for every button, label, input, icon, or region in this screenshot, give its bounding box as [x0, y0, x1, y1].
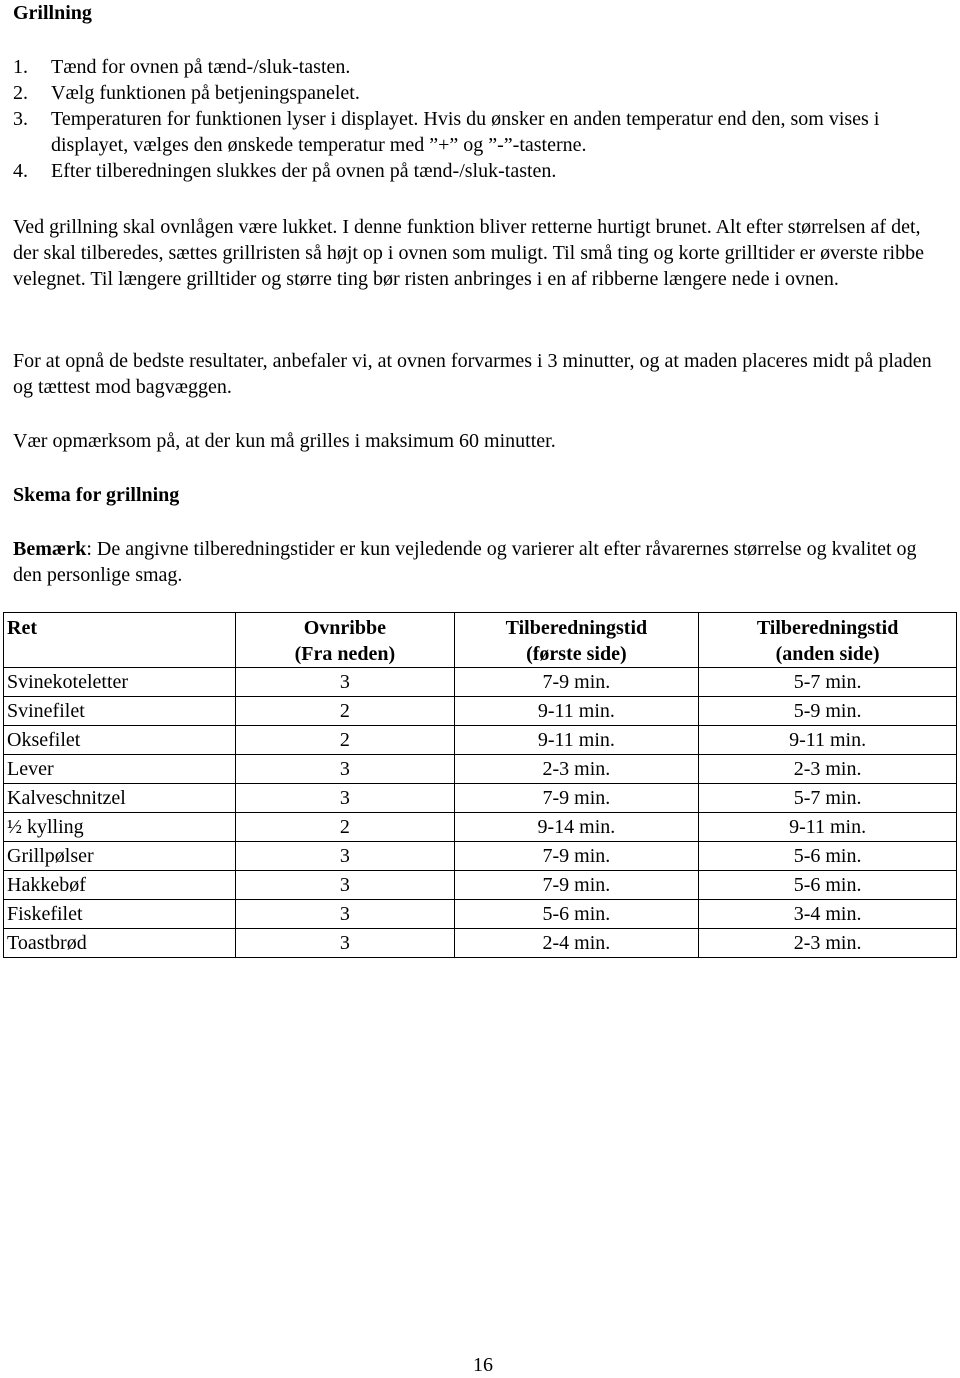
table-row: [4, 871, 957, 900]
max-time-paragraph: Vær opmærksom på, at der kun må grilles i maksimum 60 minutter.: [13, 430, 556, 452]
table-row: [4, 784, 957, 813]
time-first-cell: 9-14 min.: [454, 813, 699, 842]
header-cell-time-second: Tilberedningstid (anden side): [699, 613, 957, 668]
schema-heading: Skema for grillning: [13, 484, 180, 506]
rack-cell: 3: [236, 871, 454, 900]
time-first-cell: 7-9 min.: [454, 784, 699, 813]
dish-cell: Hakkebøf: [4, 871, 236, 900]
step-item: [13, 106, 951, 158]
dish-cell: Lever: [4, 755, 236, 784]
step-text: Tænd for ovnen på tænd-/sluk-tasten.: [51, 56, 351, 78]
step-item: [13, 54, 951, 80]
steps-list: [13, 54, 951, 184]
table-row: [4, 668, 957, 697]
time-first-cell: 7-9 min.: [454, 668, 699, 697]
page-number: 16: [473, 1354, 493, 1376]
step-text: Efter tilberedningen slukkes der på ovnen på tænd-/sluk-tasten.: [51, 160, 557, 182]
step-item: [13, 158, 951, 184]
dish-cell: Fiskefilet: [4, 900, 236, 929]
step-item: [13, 80, 951, 106]
time-first-cell: 9-11 min.: [454, 697, 699, 726]
dish-cell: Svinekoteletter: [4, 668, 236, 697]
rack-cell: 3: [236, 929, 454, 958]
dish-cell: ½ kylling: [4, 813, 236, 842]
time-first-cell: 9-11 min.: [454, 726, 699, 755]
dish-cell: Grillpølser: [4, 842, 236, 871]
note-paragraph: [13, 536, 948, 588]
step-text: Temperaturen for funktionen lyser i displayet. Hvis du ønsker en anden temperatur end den, som vises i displayet, vælges den ønskede temperatur med ”+” og ”-”-tasterne.: [51, 108, 880, 156]
time-second-cell: 5-7 min.: [699, 668, 957, 697]
table-row: [4, 726, 957, 755]
grill-table: [3, 612, 957, 958]
header-cell-time-first: Tilberedningstid (første side): [454, 613, 699, 668]
rack-cell: 3: [236, 900, 454, 929]
step-text: Vælg funktionen på betjeningspanelet.: [51, 82, 360, 104]
dish-cell: Svinefilet: [4, 697, 236, 726]
table-row: [4, 813, 957, 842]
time-second-cell: 5-9 min.: [699, 697, 957, 726]
table-header-row: [4, 613, 957, 668]
time-first-cell: 2-3 min.: [454, 755, 699, 784]
table-row: [4, 929, 957, 958]
time-first-cell: 7-9 min.: [454, 871, 699, 900]
step-number: 4.: [13, 160, 28, 182]
rack-cell: 3: [236, 842, 454, 871]
rack-cell: 3: [236, 668, 454, 697]
rack-cell: 2: [236, 726, 454, 755]
page-title: Grillning: [13, 2, 92, 24]
header-cell-dish: Ret: [4, 613, 236, 668]
dish-cell: Oksefilet: [4, 726, 236, 755]
time-second-cell: 2-3 min.: [699, 929, 957, 958]
time-first-cell: 2-4 min.: [454, 929, 699, 958]
table-row: [4, 755, 957, 784]
time-second-cell: 5-6 min.: [699, 842, 957, 871]
table-row: [4, 697, 957, 726]
rack-cell: 3: [236, 755, 454, 784]
rack-cell: 3: [236, 784, 454, 813]
dish-cell: Toastbrød: [4, 929, 236, 958]
time-second-cell: 5-6 min.: [699, 871, 957, 900]
note-label: Bemærk: [13, 538, 87, 560]
time-second-cell: 9-11 min.: [699, 813, 957, 842]
time-first-cell: 7-9 min.: [454, 842, 699, 871]
table-row: [4, 900, 957, 929]
header-cell-rack: Ovnribbe (Fra neden): [236, 613, 454, 668]
step-number: 1.: [13, 56, 28, 78]
time-second-cell: 9-11 min.: [699, 726, 957, 755]
time-second-cell: 2-3 min.: [699, 755, 957, 784]
rack-cell: 2: [236, 697, 454, 726]
step-number: 2.: [13, 82, 28, 104]
table-row: [4, 842, 957, 871]
time-second-cell: 5-7 min.: [699, 784, 957, 813]
dish-cell: Kalveschnitzel: [4, 784, 236, 813]
step-number: 3.: [13, 108, 28, 130]
results-paragraph: For at opnå de bedste resultater, anbefaler vi, at ovnen forvarmes i 3 minutter, og at maden placeres midt på pladen og tættest mod bagvæggen.: [13, 350, 932, 398]
grilling-paragraph: Ved grillning skal ovnlågen være lukket. I denne funktion bliver retterne hurtigt brunet. Alt efter størrelsen af det, der skal tilberedes, sættes grillristen så højt op i ovnen som muligt. Til små ting og korte grilltider er øverste ribbe velegnet. Til længere grilltider og større ting bør risten anbringes i en af ribberne længere nede i ovnen.: [13, 216, 924, 290]
time-first-cell: 5-6 min.: [454, 900, 699, 929]
note-text: : De angivne tilberedningstider er kun vejledende og varierer alt efter råvarernes størrelse og kvalitet og den personlige smag.: [13, 538, 917, 586]
time-second-cell: 3-4 min.: [699, 900, 957, 929]
rack-cell: 2: [236, 813, 454, 842]
